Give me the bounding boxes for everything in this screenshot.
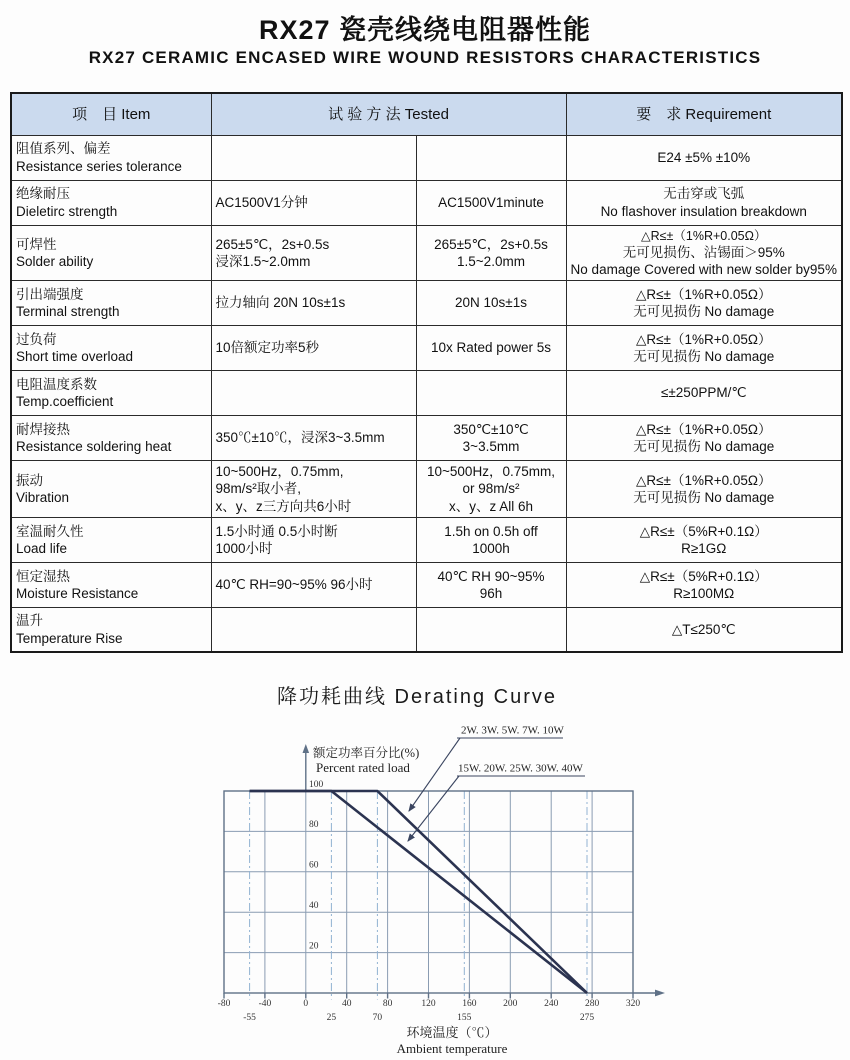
tested-en: 1.5h on 0.5h off bbox=[444, 523, 538, 539]
requirement: △R≤±（1%R+0.05Ω） bbox=[636, 472, 772, 488]
derating-line-2w-10w bbox=[250, 791, 587, 993]
requirement: △R≤±（1%R+0.05Ω） bbox=[636, 286, 772, 302]
tested-cn: 40℃ RH=90~95% 96小时 bbox=[215, 577, 373, 593]
item-en: Resistance series tolerance bbox=[16, 158, 182, 174]
table-row bbox=[11, 607, 842, 652]
svg-text:-80: -80 bbox=[217, 999, 231, 1009]
item-en: Vibration bbox=[16, 489, 70, 505]
svg-text:-55: -55 bbox=[243, 1013, 256, 1023]
characteristics-table bbox=[10, 92, 843, 653]
item-en: Moisture Resistance bbox=[16, 585, 139, 601]
tested-cn: 10~500Hz，0.75mm, bbox=[215, 464, 344, 480]
requirement: △R≤±（1%R+0.05Ω） bbox=[636, 331, 772, 347]
table-row bbox=[11, 371, 842, 416]
x-axis-label-cn: 环境温度（℃） bbox=[406, 1025, 498, 1040]
requirement: ≤±250PPM/℃ bbox=[660, 385, 747, 401]
item-en: Resistance soldering heat bbox=[16, 439, 172, 455]
requirement: △R≤±（5%R+0.1Ω） bbox=[639, 568, 768, 584]
tested-en: x、y、z All 6h bbox=[448, 498, 534, 514]
item-en: Temp.coefficient bbox=[16, 394, 114, 410]
table-row bbox=[11, 416, 842, 461]
y-axis-arrow-icon bbox=[303, 744, 310, 753]
requirement: △R≤±（5%R+0.1Ω） bbox=[639, 523, 768, 539]
item-cn: 室温耐久性 bbox=[16, 523, 84, 539]
item-cn: 耐焊接热 bbox=[16, 421, 70, 437]
x-axis-arrow-icon bbox=[655, 990, 665, 997]
table-header-row bbox=[11, 93, 842, 135]
x-axis-label-en: Ambient temperature bbox=[396, 1041, 508, 1056]
item-cn: 温升 bbox=[16, 613, 43, 629]
requirement: 无可见损伤 No damage bbox=[633, 304, 775, 320]
svg-text:40: 40 bbox=[309, 901, 319, 911]
svg-text:80: 80 bbox=[309, 820, 319, 830]
svg-text:0: 0 bbox=[303, 999, 309, 1009]
series-label-large-watts: 15W. 20W. 25W. 30W. 40W bbox=[458, 762, 583, 775]
y-axis-label-en: Percent rated load bbox=[316, 760, 410, 775]
item-en: Short time overload bbox=[16, 349, 134, 365]
x-tick-labels bbox=[218, 999, 641, 1009]
item-en: Temperature Rise bbox=[16, 630, 123, 646]
table-row bbox=[11, 180, 842, 225]
tested-cn: 98m/s²取小者, bbox=[215, 481, 302, 497]
requirement: 无可见损伤 No damage bbox=[633, 439, 775, 455]
tested-cn: x、y、z三方向共6小时 bbox=[215, 498, 352, 514]
requirement: R≥100MΩ bbox=[673, 585, 735, 601]
svg-text:200: 200 bbox=[503, 999, 518, 1009]
col-header-tested: 试 验 方 法 Tested bbox=[211, 93, 566, 135]
requirement: No flashover insulation breakdown bbox=[600, 203, 807, 219]
table-row bbox=[11, 135, 842, 180]
series-label-small-watts: 2W. 3W. 5W. 7W. 10W bbox=[461, 724, 564, 737]
requirement: E24 ±5% ±10% bbox=[657, 149, 751, 165]
requirement: 无击穿或飞弧 bbox=[663, 186, 745, 202]
table-row bbox=[11, 562, 842, 607]
tested-en: 350℃±10℃ bbox=[453, 421, 529, 437]
tested-en: 20N 10s±1s bbox=[455, 295, 527, 311]
svg-text:275: 275 bbox=[579, 1013, 595, 1023]
item-cn: 阻值系列、偏差 bbox=[16, 141, 111, 157]
svg-text:60: 60 bbox=[309, 860, 319, 871]
tested-en: 96h bbox=[479, 585, 503, 601]
x-subtick-labels bbox=[243, 1013, 594, 1023]
derating-curve-chart bbox=[0, 710, 850, 1060]
tested-cn: 浸深1.5~2.0mm bbox=[215, 253, 311, 269]
tested-cn: 350℃±10℃，浸深3~3.5mm bbox=[215, 430, 385, 446]
requirement: 无可见损伤 No damage bbox=[633, 349, 775, 365]
requirement: △R≤±（1%R+0.05Ω） bbox=[636, 421, 772, 437]
tested-en: AC1500V1minute bbox=[438, 194, 544, 210]
requirement: R≥1GΩ bbox=[681, 540, 727, 556]
col-header-item: 项 目 Item bbox=[11, 93, 211, 135]
requirement: △R≤±（1%R+0.05Ω） bbox=[641, 228, 767, 243]
tested-cn: 1.5小时通 0.5小时断 bbox=[215, 523, 338, 539]
page-title-cn: RX27 瓷壳线绕电阻器性能 bbox=[258, 15, 592, 45]
tested-en: 40℃ RH 90~95% bbox=[437, 568, 545, 584]
svg-text:40: 40 bbox=[341, 999, 352, 1009]
tested-en: 265±5℃，2s+0.5s bbox=[434, 236, 548, 252]
item-cn: 过负荷 bbox=[16, 331, 57, 347]
annotation-leaders bbox=[408, 738, 585, 841]
table-row bbox=[11, 461, 842, 518]
item-cn: 振动 bbox=[16, 472, 43, 488]
svg-text:100: 100 bbox=[309, 780, 324, 790]
tested-cn: 拉力轴向 20N 10s±1s bbox=[215, 295, 346, 311]
svg-text:160: 160 bbox=[462, 999, 477, 1009]
y-axis-label-cn: 额定功率百分比(%) bbox=[313, 746, 420, 760]
svg-text:80: 80 bbox=[382, 999, 393, 1009]
item-en: Load life bbox=[16, 540, 68, 556]
svg-text:155: 155 bbox=[457, 1013, 472, 1023]
item-en: Dieletirc strength bbox=[16, 203, 118, 219]
tested-cn: 265±5℃，2s+0.5s bbox=[215, 236, 330, 252]
item-en: Terminal strength bbox=[16, 304, 120, 320]
requirement: △T≤250℃ bbox=[671, 621, 736, 637]
tested-cn: 10倍额定功率5秒 bbox=[215, 340, 320, 356]
svg-text:280: 280 bbox=[584, 999, 600, 1009]
tested-cn: 1000小时 bbox=[215, 540, 273, 556]
svg-text:240: 240 bbox=[544, 999, 559, 1009]
derating-line-15w-40w bbox=[250, 791, 587, 993]
y-tick-labels bbox=[309, 780, 324, 952]
item-cn: 引出端强度 bbox=[16, 286, 84, 302]
svg-text:20: 20 bbox=[309, 941, 319, 952]
item-cn: 恒定湿热 bbox=[16, 568, 70, 584]
tested-en: 10x Rated power 5s bbox=[430, 340, 552, 356]
tested-cn: AC1500V1分钟 bbox=[215, 194, 308, 210]
svg-text:120: 120 bbox=[421, 999, 436, 1009]
reference-dashdot-lines bbox=[250, 791, 587, 1000]
svg-text:-40: -40 bbox=[258, 999, 272, 1009]
tested-en: 3~3.5mm bbox=[462, 439, 520, 455]
svg-text:25: 25 bbox=[326, 1013, 337, 1023]
requirement: 无可见损伤、沾锡面＞95% bbox=[622, 244, 785, 260]
svg-text:70: 70 bbox=[372, 1013, 383, 1023]
tested-en: or 98m/s² bbox=[462, 481, 520, 497]
tested-en: 1000h bbox=[472, 540, 510, 556]
tested-en: 1.5~2.0mm bbox=[457, 253, 525, 269]
table-row bbox=[11, 281, 842, 326]
item-en: Solder ability bbox=[16, 253, 94, 269]
col-header-requirement: 要 求 Requirement bbox=[566, 93, 842, 135]
chart-title: 降功耗曲线 Derating Curve bbox=[276, 686, 558, 708]
item-cn: 绝缘耐压 bbox=[16, 186, 70, 202]
requirement: 无可见损伤 No damage bbox=[633, 489, 775, 505]
page-title-en: RX27 CERAMIC ENCASED WIRE WOUND RESISTORS CHARACTERISTICS bbox=[88, 48, 762, 67]
tested-en: 10~500Hz，0.75mm, bbox=[427, 464, 555, 480]
table-row bbox=[11, 326, 842, 371]
item-cn: 电阻温度系数 bbox=[16, 376, 97, 392]
item-cn: 可焊性 bbox=[16, 236, 57, 252]
svg-text:320: 320 bbox=[625, 999, 641, 1009]
requirement: No damage Covered with new solder by95% bbox=[570, 261, 837, 277]
x-axis bbox=[224, 990, 665, 999]
table-row bbox=[11, 225, 842, 281]
table-row bbox=[11, 517, 842, 562]
